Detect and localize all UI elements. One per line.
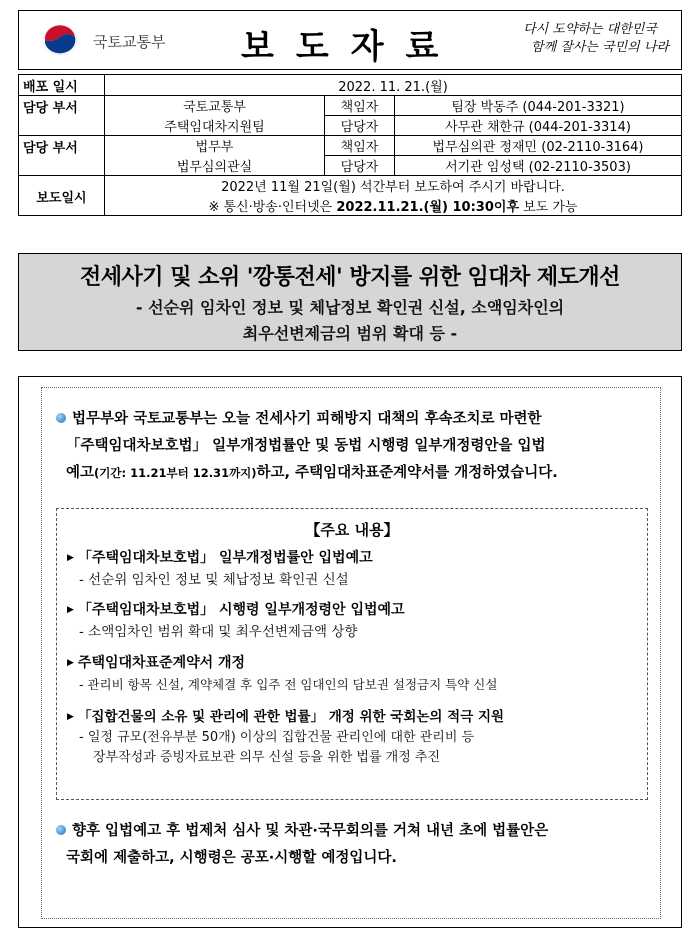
molit-dept-label: 담당 부서 bbox=[19, 96, 105, 136]
headline-box bbox=[18, 253, 682, 351]
triangle-bullet-icon: ▶ bbox=[67, 553, 74, 563]
report-note-suffix: 보도 가능 bbox=[519, 199, 578, 215]
summary-p1-period: (기간: 11.21부터 12.31까지) bbox=[94, 466, 257, 480]
summary-inner-box bbox=[41, 387, 661, 919]
key-item-3 bbox=[67, 652, 245, 672]
key-item-1-detail: - 선순위 임차인 정보 및 체납정보 확인권 신설 bbox=[79, 572, 349, 588]
key-item-2-title: 「주택임대차보호법」 시행령 일부개정령안 입법예고 bbox=[77, 602, 405, 618]
headline-subtitle-1: - 선순위 임차인 정보 및 체납정보 확인권 신설, 소액임차인의 bbox=[135, 298, 565, 317]
molit-person-2: 사무관 채한규 (044-201-3314) bbox=[395, 116, 682, 136]
molit-role-2: 담당자 bbox=[325, 116, 395, 136]
report-embargo-time: 2022.11.21.(월) 10:30이후 bbox=[336, 199, 520, 215]
molit-dept-name: 국토교통부 bbox=[105, 96, 325, 116]
key-item-1 bbox=[67, 547, 373, 567]
triangle-bullet-icon: ▶ bbox=[67, 712, 74, 722]
key-item-2-detail: - 소액임차인 범위 확대 및 최우선변제금액 상향 bbox=[79, 624, 358, 640]
distribution-label: 배포 일시 bbox=[19, 75, 105, 96]
summary-p1-line-3a: 예고 bbox=[66, 465, 95, 481]
government-logo-icon bbox=[41, 23, 79, 57]
summary-p2-line-2: 국회에 제출하고, 시행령은 공포·시행할 예정입니다. bbox=[66, 850, 397, 866]
press-release-header bbox=[18, 10, 682, 70]
moj-person-1: 법무심의관 정재민 (02-2110-3164) bbox=[395, 136, 682, 156]
summary-paragraph-2 bbox=[56, 818, 650, 872]
moj-office-name: 법무심의관실 bbox=[105, 156, 325, 176]
report-time-line-1: 2022년 11월 21일(월) 석간부터 보도하여 주시기 바랍니다. bbox=[105, 176, 682, 196]
doc-title: 보도자료 bbox=[241, 27, 461, 67]
key-item-2 bbox=[67, 599, 405, 619]
blue-bullet-icon bbox=[56, 413, 66, 423]
moj-dept-name: 법무부 bbox=[105, 136, 325, 156]
slogan-line-1: 다시 도약하는 대한민국 bbox=[523, 22, 657, 37]
triangle-bullet-icon: ▶ bbox=[67, 658, 74, 668]
key-item-1-title: 「주택임대차보호법」 일부개정법률안 입법예고 bbox=[77, 550, 373, 566]
summary-p2-line-1: 향후 입법예고 후 법제처 심사 및 차관·국무회의를 거쳐 내년 초에 법률안은 bbox=[72, 823, 549, 839]
moj-dept-label: 담당 부서 bbox=[19, 136, 105, 176]
molit-person-1: 팀장 박동주 (044-201-3321) bbox=[395, 96, 682, 116]
molit-team-name: 주택임대차지원팀 bbox=[105, 116, 325, 136]
molit-role-1: 책임자 bbox=[325, 96, 395, 116]
report-note-prefix: ※ 통신·방송·인터넷은 bbox=[208, 199, 337, 215]
summary-paragraph-1 bbox=[56, 406, 650, 487]
summary-p1-line-3c: 하고, 주택임대차표준계약서를 개정하였습니다. bbox=[256, 465, 558, 481]
distribution-date: 2022. 11. 21.(월) bbox=[105, 75, 682, 96]
press-info-table bbox=[18, 74, 682, 216]
report-time-label: 보도일시 bbox=[19, 176, 105, 216]
blue-bullet-icon bbox=[56, 825, 66, 835]
key-item-3-title: 주택임대차표준계약서 개정 bbox=[77, 655, 246, 671]
key-contents-box bbox=[56, 508, 648, 800]
summary-p1-line-1: 법무부와 국토교통부는 오늘 전세사기 피해방지 대책의 후속조치로 마련한 bbox=[72, 411, 542, 427]
key-item-4-title: 「집합건물의 소유 및 관리에 관한 법률」 개정 위한 국회논의 적극 지원 bbox=[77, 709, 505, 725]
key-item-3-detail: - 관리비 항목 신설, 계약체결 후 입주 전 임대인의 담보권 설정금지 특약 신설 bbox=[79, 677, 498, 692]
key-item-4-detail: - 일정 규모(전유부분 50개) 이상의 집합건물 관리인에 대한 관리비 등 bbox=[79, 730, 475, 745]
ministry-name: 국토교통부 bbox=[93, 33, 166, 51]
moj-role-1: 책임자 bbox=[325, 136, 395, 156]
moj-role-2: 담당자 bbox=[325, 156, 395, 176]
headline-title: 전세사기 및 소위 '깡통전세' 방지를 위한 임대차 제도개선 bbox=[80, 265, 620, 290]
key-item-4 bbox=[67, 705, 504, 725]
slogan bbox=[505, 21, 675, 57]
key-item-4-detail-2: 장부작성과 증빙자료보관 의무 신설 등을 위한 법률 개정 추진 bbox=[93, 750, 441, 765]
report-time-line-2 bbox=[105, 196, 682, 216]
summary-p1-line-2: 「주택임대차보호법」 일부개정법률안 및 동법 시행령 일부개정령안을 입법 bbox=[66, 438, 546, 454]
triangle-bullet-icon: ▶ bbox=[67, 605, 74, 615]
key-contents-title: 【주요 내용】 bbox=[305, 521, 399, 539]
slogan-line-2: 함께 잘사는 국민의 나라 bbox=[531, 40, 669, 55]
summary-frame bbox=[18, 376, 682, 928]
headline-subtitle-2: 최우선변제금의 범위 확대 등 - bbox=[242, 324, 458, 343]
moj-person-2: 서기관 임성택 (02-2110-3503) bbox=[395, 156, 682, 176]
